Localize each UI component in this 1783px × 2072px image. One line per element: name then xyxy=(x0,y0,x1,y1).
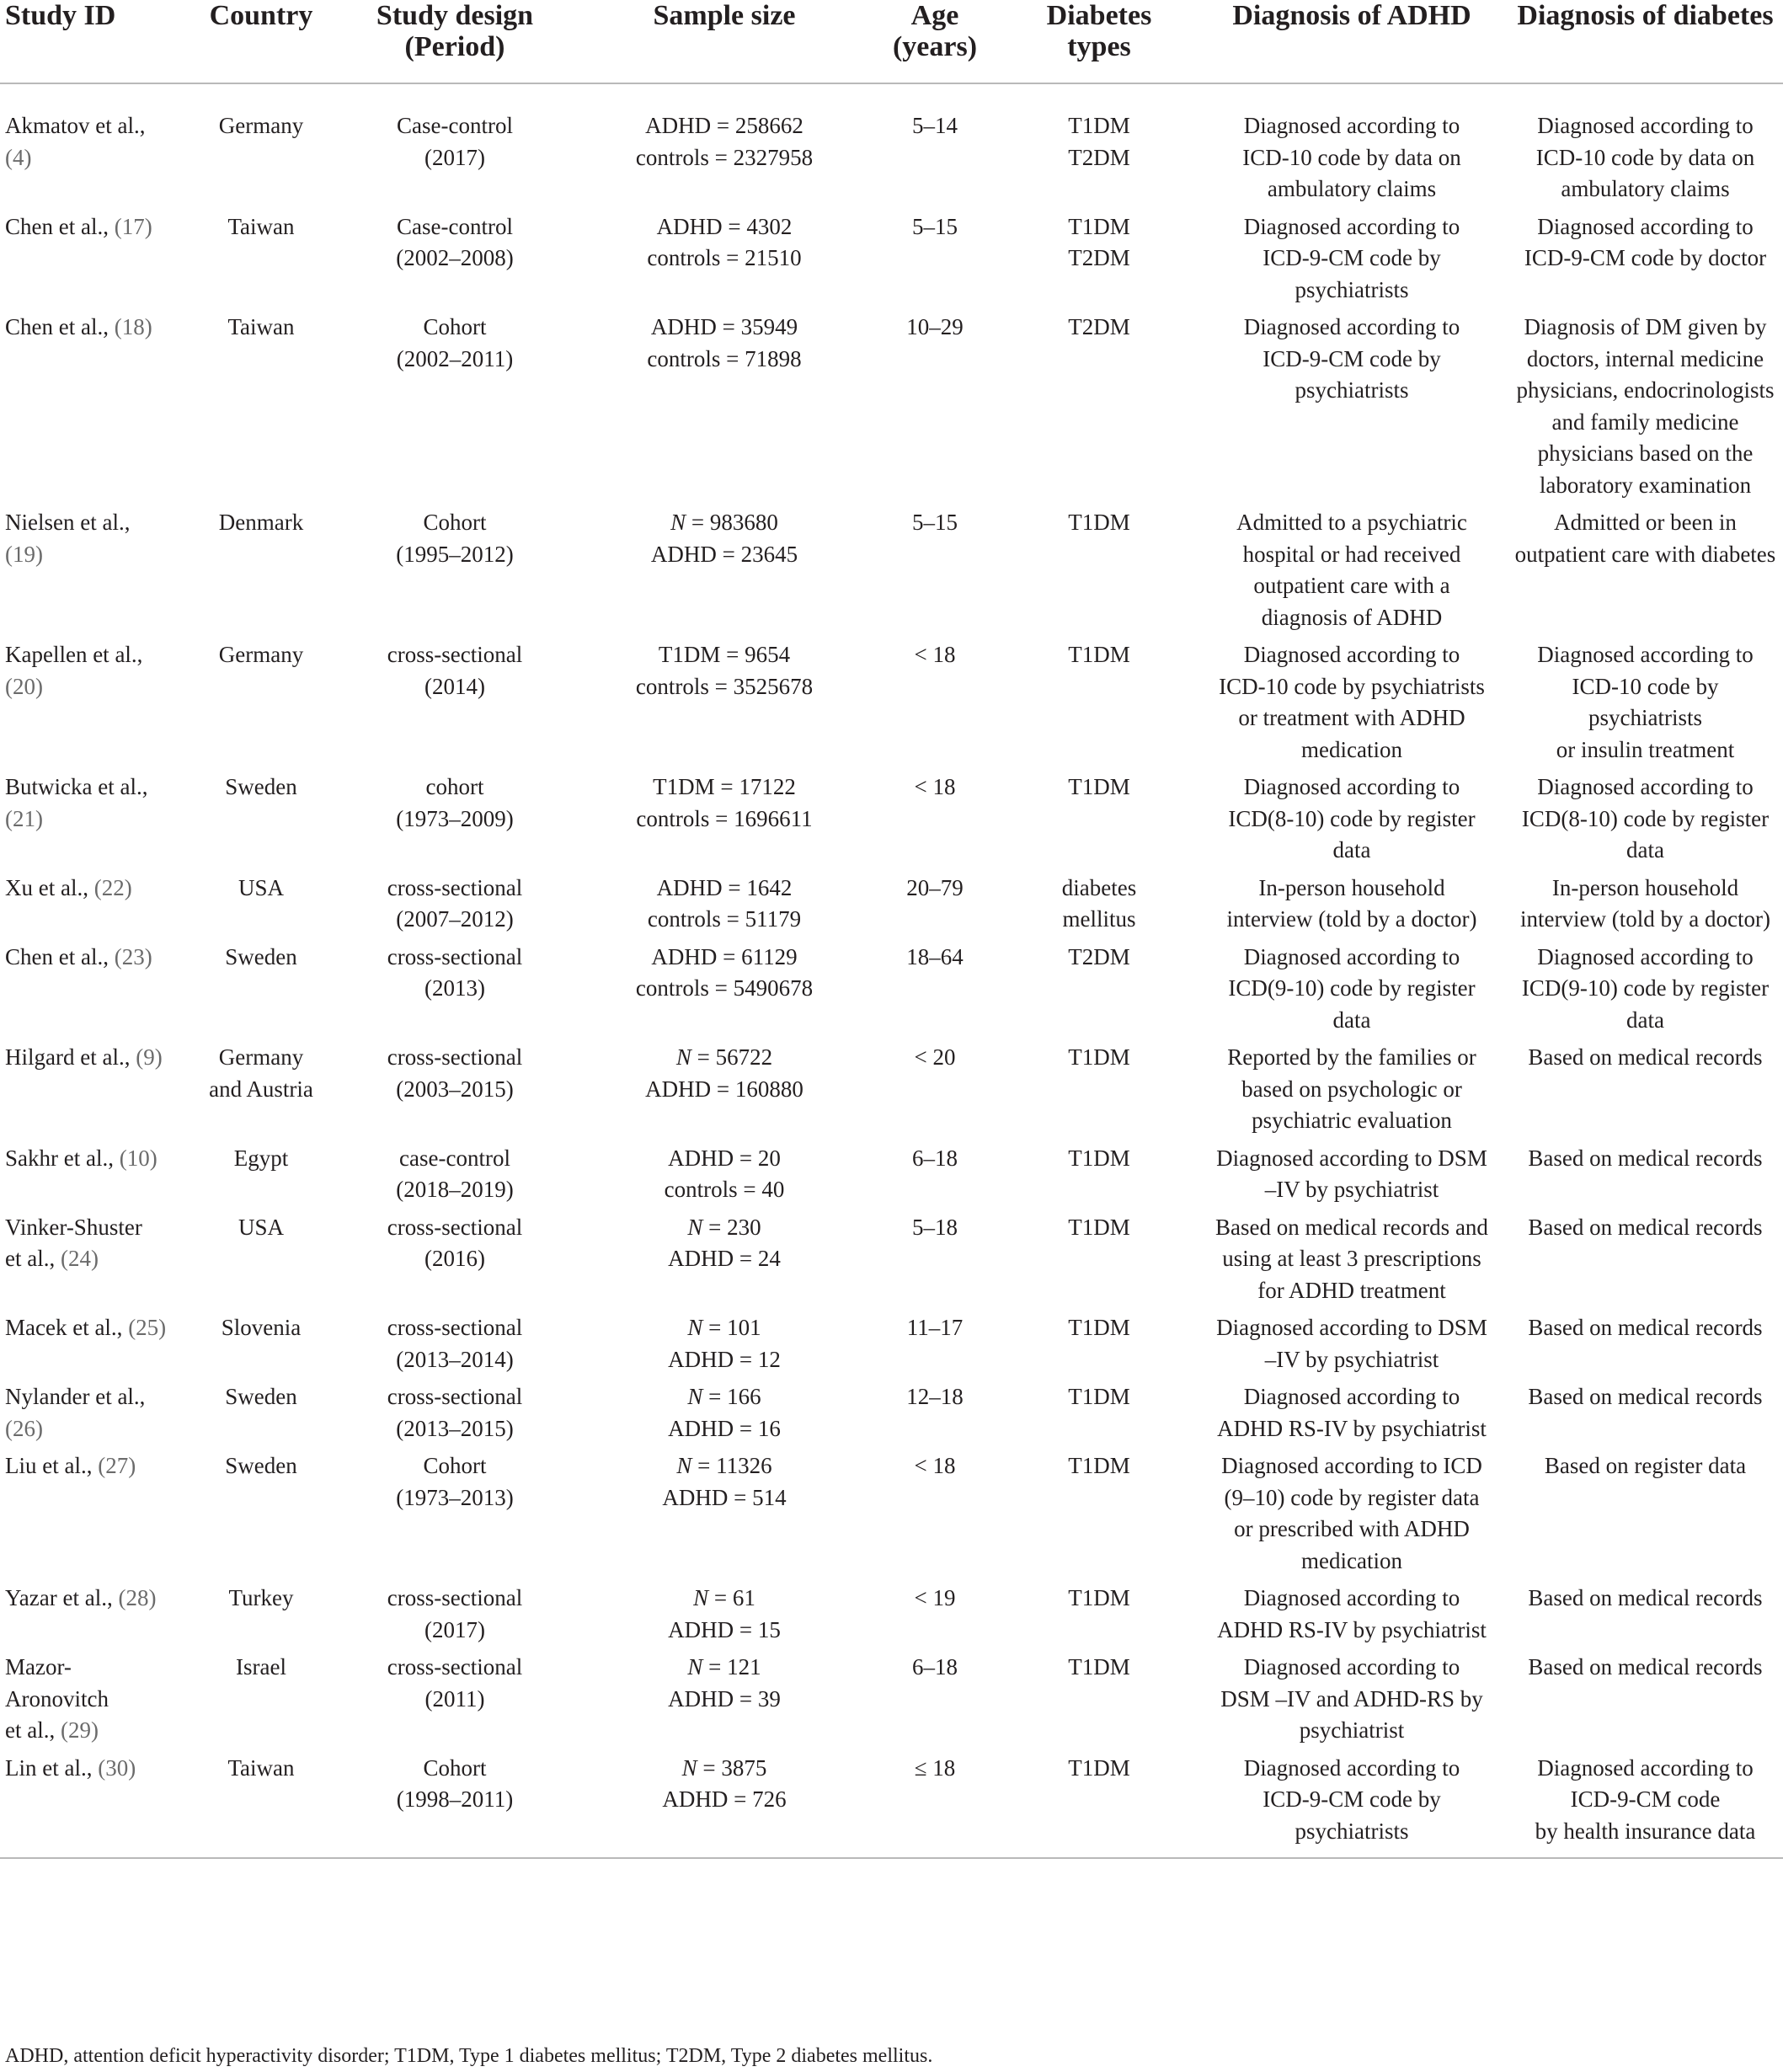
cell-diabetes-types: T1DM xyxy=(1068,1585,1130,1610)
cell-diagnosis-diabetes: Admitted or been in outpatient care with diabetes xyxy=(1514,510,1776,567)
cell-study-design: Cohort (2002–2011) xyxy=(396,314,514,371)
table-footnote: ADHD, attention deficit hyperactivity disorder; T1DM, Type 1 diabetes mellitus; T2DM, Type 2 diabetes mellitus. xyxy=(5,2045,933,2067)
cell-study-id: Xu et al., (22) xyxy=(5,874,132,900)
cell-study-design: cross-sectional (2017) xyxy=(387,1585,523,1642)
table-row xyxy=(0,83,1783,211)
cell-study-id: Vinker-Shuster et al., (24) xyxy=(5,1214,142,1271)
cell-diabetes-types: diabetes mellitus xyxy=(1061,874,1137,932)
cell-diabetes-types: T2DM xyxy=(1068,314,1130,339)
reference-number: (20) xyxy=(5,673,43,699)
cell-sample-size: ADHD = 4302 controls = 21510 xyxy=(647,213,802,270)
cell-diagnosis-diabetes: Based on medical records xyxy=(1528,1654,1763,1679)
cell-country: Sweden xyxy=(225,943,297,969)
cell-diagnosis-adhd: Diagnosed according to DSM –IV by psychiatrist xyxy=(1216,1315,1487,1372)
cell-study-id: Chen et al., (17) xyxy=(5,213,152,239)
cell-sample-size: N = 230 ADHD = 24 xyxy=(668,1214,781,1271)
cell-diabetes-types: T1DM xyxy=(1068,774,1130,799)
cell-country: Sweden xyxy=(225,1453,297,1478)
cell-country: Egypt xyxy=(233,1145,289,1171)
cell-study-id: Mazor- Aronovitch et al., (29) xyxy=(5,1654,109,1743)
reference-number: (17) xyxy=(114,213,152,239)
cell-sample-size: T1DM = 17122 controls = 1696611 xyxy=(636,774,813,831)
cell-study-design: cross-sectional (2016) xyxy=(387,1214,523,1271)
reference-number: (28) xyxy=(118,1585,157,1610)
cell-age: 11–17 xyxy=(906,1315,964,1340)
cell-study-design: cross-sectional (2014) xyxy=(387,642,523,699)
table-row xyxy=(0,507,1783,639)
table-row xyxy=(0,1042,1783,1143)
reference-number: (18) xyxy=(114,314,152,339)
cell-age: 5–14 xyxy=(912,113,958,138)
cell-diagnosis-adhd: Diagnosed according to ICD-9-CM code by psychiatrists xyxy=(1243,314,1460,403)
cell-diagnosis-diabetes: Diagnosis of DM given by doctors, internal medicine physicians, endocrinologists and family medicine physicians based on the laboratory examination xyxy=(1516,314,1775,498)
cell-study-design: cross-sectional (2013–2015) xyxy=(387,1384,523,1441)
cell-study-design: case-control (2018–2019) xyxy=(396,1145,514,1202)
cell-sample-size: ADHD = 35949 controls = 71898 xyxy=(647,314,802,371)
cell-sample-size: ADHD = 20 controls = 40 xyxy=(664,1145,785,1202)
cell-country: USA xyxy=(238,874,284,900)
cell-age: 10–29 xyxy=(906,314,964,339)
cell-sample-size: ADHD = 1642 controls = 51179 xyxy=(647,874,802,932)
cell-sample-size: N = 56722 ADHD = 160880 xyxy=(645,1044,803,1102)
cell-study-design: cross-sectional (2013) xyxy=(387,943,523,1001)
cell-country: Taiwan xyxy=(227,314,295,339)
cell-sample-size: N = 101 ADHD = 12 xyxy=(668,1315,781,1372)
reference-number: (4) xyxy=(5,144,32,170)
cell-diagnosis-adhd: Diagnosed according to ICD-10 code by psychiatrists or treatment with ADHD medication xyxy=(1219,642,1485,762)
cell-study-id: Nielsen et al., (19) xyxy=(5,510,131,567)
cell-study-design: Case-control (2002–2008) xyxy=(396,213,514,270)
cell-study-design: Cohort (1973–2013) xyxy=(396,1453,514,1510)
reference-number: (29) xyxy=(60,1717,99,1743)
cell-country: Taiwan xyxy=(194,1753,328,1859)
reference-number: (19) xyxy=(5,541,43,567)
cell-study-design: Case-control (2017) xyxy=(397,113,513,170)
cell-country: Turkey xyxy=(228,1585,294,1610)
table-row xyxy=(0,1652,1783,1753)
reference-number: (9) xyxy=(136,1044,163,1070)
cell-study-id: Butwicka et al., (21) xyxy=(5,774,148,831)
table-row xyxy=(0,1753,1783,1859)
cell-diagnosis-adhd: Diagnosed according to ICD(8-10) code by register data xyxy=(1228,774,1476,862)
table-row xyxy=(0,772,1783,873)
cell-diagnosis-adhd: Diagnosed according to DSM –IV and ADHD-RS by psychiatrist xyxy=(1220,1654,1483,1743)
cell-study-id: Chen et al., (18) xyxy=(5,314,152,339)
cell-study-design: cross-sectional (2011) xyxy=(387,1654,523,1712)
cell-country: Germany and Austria xyxy=(209,1044,313,1102)
cell-diabetes-types: T1DM T2DM xyxy=(1068,213,1130,270)
reference-number: (22) xyxy=(93,874,132,900)
cell-diabetes-types: T1DM xyxy=(1068,1145,1130,1171)
cell-sample-size: N = 121 ADHD = 39 xyxy=(668,1654,781,1712)
cell-diagnosis-diabetes: Based on register data xyxy=(1544,1453,1747,1478)
cell-study-design: cross-sectional (2013–2014) xyxy=(387,1315,523,1372)
cell-diagnosis-diabetes: Based on medical records xyxy=(1528,1315,1763,1340)
cell-sample-size: N = 983680 ADHD = 23645 xyxy=(650,510,798,567)
cell-diagnosis-diabetes: Based on medical records xyxy=(1528,1384,1763,1409)
cell-age: 5–15 xyxy=(912,213,958,239)
cell-diagnosis-diabetes: Diagnosed according to ICD-10 code by psychiatrists or insulin treatment xyxy=(1537,642,1754,762)
table-row xyxy=(0,1450,1783,1583)
cell-age: ≤ 18 xyxy=(867,1753,1002,1859)
cell-age: 12–18 xyxy=(906,1384,964,1409)
cell-sample-size: T1DM = 9654 controls = 3525678 xyxy=(635,642,814,699)
table-row xyxy=(0,873,1783,942)
cell-study-design: Cohort (1995–2012) xyxy=(396,510,514,567)
table-row xyxy=(0,942,1783,1043)
header-diagnosis-diabetes: Diagnosis of diabetes xyxy=(1508,0,1783,83)
cell-diagnosis-adhd: Diagnosed according to ICD-10 code by data on ambulatory claims xyxy=(1242,113,1461,201)
cell-study-id: Sakhr et al., (10) xyxy=(5,1145,157,1171)
header-country: Country xyxy=(194,0,328,83)
cell-study-id: Hilgard et al., (9) xyxy=(5,1044,163,1070)
cell-country: Denmark xyxy=(218,510,304,535)
cell-diagnosis-diabetes: Diagnosed according to ICD(8-10) code by register data xyxy=(1521,774,1770,862)
reference-number: (26) xyxy=(5,1415,43,1441)
cell-diagnosis-diabetes: Diagnosed according to ICD-10 code by data on ambulatory claims xyxy=(1535,113,1755,201)
reference-number: (21) xyxy=(5,805,43,831)
cell-diagnosis-adhd: Diagnosed according to ICD(9-10) code by register data xyxy=(1228,943,1476,1033)
cell-study-id: Akmatov et al., (4) xyxy=(5,113,146,170)
cell-diagnosis-adhd: Reported by the families or based on psychologic or psychiatric evaluation xyxy=(1227,1044,1476,1133)
cell-diagnosis-diabetes: Diagnosed according to ICD(9-10) code by register data xyxy=(1521,943,1770,1033)
cell-study-design: Cohort (1998–2011) xyxy=(328,1753,581,1859)
cell-sample-size: N = 61 ADHD = 15 xyxy=(668,1585,781,1642)
cell-study-id: Nylander et al., (26) xyxy=(5,1384,146,1441)
cell-diagnosis-adhd: Diagnosed according to ADHD RS-IV by psychiatrist xyxy=(1217,1384,1487,1441)
table-row xyxy=(0,1583,1783,1652)
cell-diabetes-types: T1DM xyxy=(1002,1753,1196,1859)
reference-number: (30) xyxy=(98,1754,136,1781)
cell-diagnosis-adhd: Diagnosed according to ICD-9-CM code by psychiatrists xyxy=(1196,1753,1508,1859)
header-diagnosis-adhd: Diagnosis of ADHD xyxy=(1196,0,1508,83)
cell-country: Slovenia xyxy=(221,1315,302,1340)
reference-number: (23) xyxy=(114,943,152,969)
cell-study-design: cross-sectional (2003–2015) xyxy=(387,1044,523,1102)
header-age: Age (years) xyxy=(867,0,1002,83)
table-row xyxy=(0,1381,1783,1450)
cell-country: Sweden xyxy=(225,1384,297,1409)
cell-diagnosis-diabetes: Based on medical records xyxy=(1528,1585,1763,1610)
cell-age: < 18 xyxy=(914,774,956,799)
cell-diagnosis-diabetes: Based on medical records xyxy=(1528,1145,1763,1171)
table-row xyxy=(0,1143,1783,1212)
table-body xyxy=(0,83,1783,1858)
cell-sample-size: N = 166 ADHD = 16 xyxy=(668,1384,781,1441)
cell-age: < 20 xyxy=(914,1044,956,1070)
cell-age: 6–18 xyxy=(912,1145,958,1171)
cell-age: 5–18 xyxy=(912,1214,958,1240)
table-row xyxy=(0,1212,1783,1313)
cell-diabetes-types: T1DM xyxy=(1068,1044,1130,1070)
cell-study-id: Lin et al., (30) xyxy=(0,1753,194,1859)
cell-diabetes-types: T1DM xyxy=(1068,1214,1130,1240)
header-row xyxy=(0,0,1783,83)
cell-study-id: Liu et al., (27) xyxy=(5,1453,136,1478)
cell-study-id: Kapellen et al., (20) xyxy=(5,642,143,699)
cell-diabetes-types: T1DM xyxy=(1068,642,1130,667)
cell-country: Sweden xyxy=(225,774,297,799)
cell-study-id: Macek et al., (25) xyxy=(5,1315,167,1340)
cell-age: 5–15 xyxy=(912,510,958,535)
cell-diabetes-types: T1DM xyxy=(1068,1315,1130,1340)
cell-study-id: Yazar et al., (28) xyxy=(5,1585,157,1610)
cell-diagnosis-adhd: Admitted to a psychiatric hospital or had received outpatient care with a diagnosis of ADHD xyxy=(1236,510,1467,630)
cell-country: USA xyxy=(238,1214,284,1240)
cell-age: < 18 xyxy=(914,642,956,667)
cell-diabetes-types: T1DM T2DM xyxy=(1068,113,1130,170)
cell-diabetes-types: T1DM xyxy=(1068,1453,1130,1478)
cell-study-design: cohort (1973–2009) xyxy=(396,774,514,831)
table-row xyxy=(0,639,1783,772)
cell-diagnosis-adhd: Diagnosed according to DSM –IV by psychiatrist xyxy=(1216,1145,1487,1202)
cell-country: Germany xyxy=(218,642,304,667)
cell-diagnosis-diabetes: Based on medical records xyxy=(1528,1214,1763,1240)
cell-sample-size: ADHD = 61129 controls = 5490678 xyxy=(635,943,814,1001)
cell-diagnosis-diabetes: In-person household interview (told by a doctor) xyxy=(1520,874,1770,932)
cell-sample-size: ADHD = 258662 controls = 2327958 xyxy=(635,113,814,170)
cell-country: Israel xyxy=(236,1654,286,1679)
reference-number: (24) xyxy=(60,1246,99,1271)
cell-diagnosis-adhd: Diagnosed according to ICD-9-CM code by psychiatrists xyxy=(1243,213,1460,302)
table-row xyxy=(0,1312,1783,1381)
reference-number: (10) xyxy=(119,1145,157,1171)
table-header xyxy=(0,0,1783,83)
cell-age: 18–64 xyxy=(906,943,964,969)
header-sample-size: Sample size xyxy=(581,0,867,83)
cell-diabetes-types: T1DM xyxy=(1068,510,1130,535)
table-row xyxy=(0,211,1783,312)
reference-number: (25) xyxy=(128,1315,167,1340)
cell-diabetes-types: T1DM xyxy=(1068,1384,1130,1409)
cell-age: < 18 xyxy=(914,1453,956,1478)
header-study-design: Study design (Period) xyxy=(328,0,581,83)
cell-country: Germany xyxy=(218,113,304,138)
table-row xyxy=(0,312,1783,507)
cell-diagnosis-diabetes: Based on medical records xyxy=(1528,1044,1763,1070)
cell-diagnosis-adhd: Diagnosed according to ADHD RS-IV by psychiatrist xyxy=(1217,1585,1487,1642)
cell-diagnosis-diabetes: Diagnosed according to ICD-9-CM code by doctor xyxy=(1524,213,1767,270)
cell-age: 6–18 xyxy=(912,1654,958,1679)
cell-diabetes-types: T2DM xyxy=(1068,943,1130,969)
cell-diagnosis-adhd: Based on medical records and using at least 3 prescriptions for ADHD treatment xyxy=(1215,1214,1488,1303)
cell-sample-size: N = 11326 ADHD = 514 xyxy=(662,1453,787,1510)
header-diabetes-types: Diabetes types xyxy=(1002,0,1196,83)
cell-country: Taiwan xyxy=(227,213,295,239)
cell-age: < 19 xyxy=(914,1585,956,1610)
cell-sample-size: N = 3875 ADHD = 726 xyxy=(581,1753,867,1859)
cell-study-design: cross-sectional (2007–2012) xyxy=(387,874,523,932)
cell-diagnosis-adhd: Diagnosed according to ICD (9–10) code by register data or prescribed with ADHD medication xyxy=(1221,1453,1482,1573)
cell-age: 20–79 xyxy=(906,874,964,900)
cell-diagnosis-diabetes: Diagnosed according to ICD-9-CM code by health insurance data xyxy=(1508,1753,1783,1859)
cell-diagnosis-adhd: In-person household interview (told by a doctor) xyxy=(1226,874,1477,932)
cell-study-id: Chen et al., (23) xyxy=(5,943,152,969)
reference-number: (27) xyxy=(98,1453,136,1478)
cell-diabetes-types: T1DM xyxy=(1068,1654,1130,1679)
header-study-id: Study ID xyxy=(0,0,194,83)
